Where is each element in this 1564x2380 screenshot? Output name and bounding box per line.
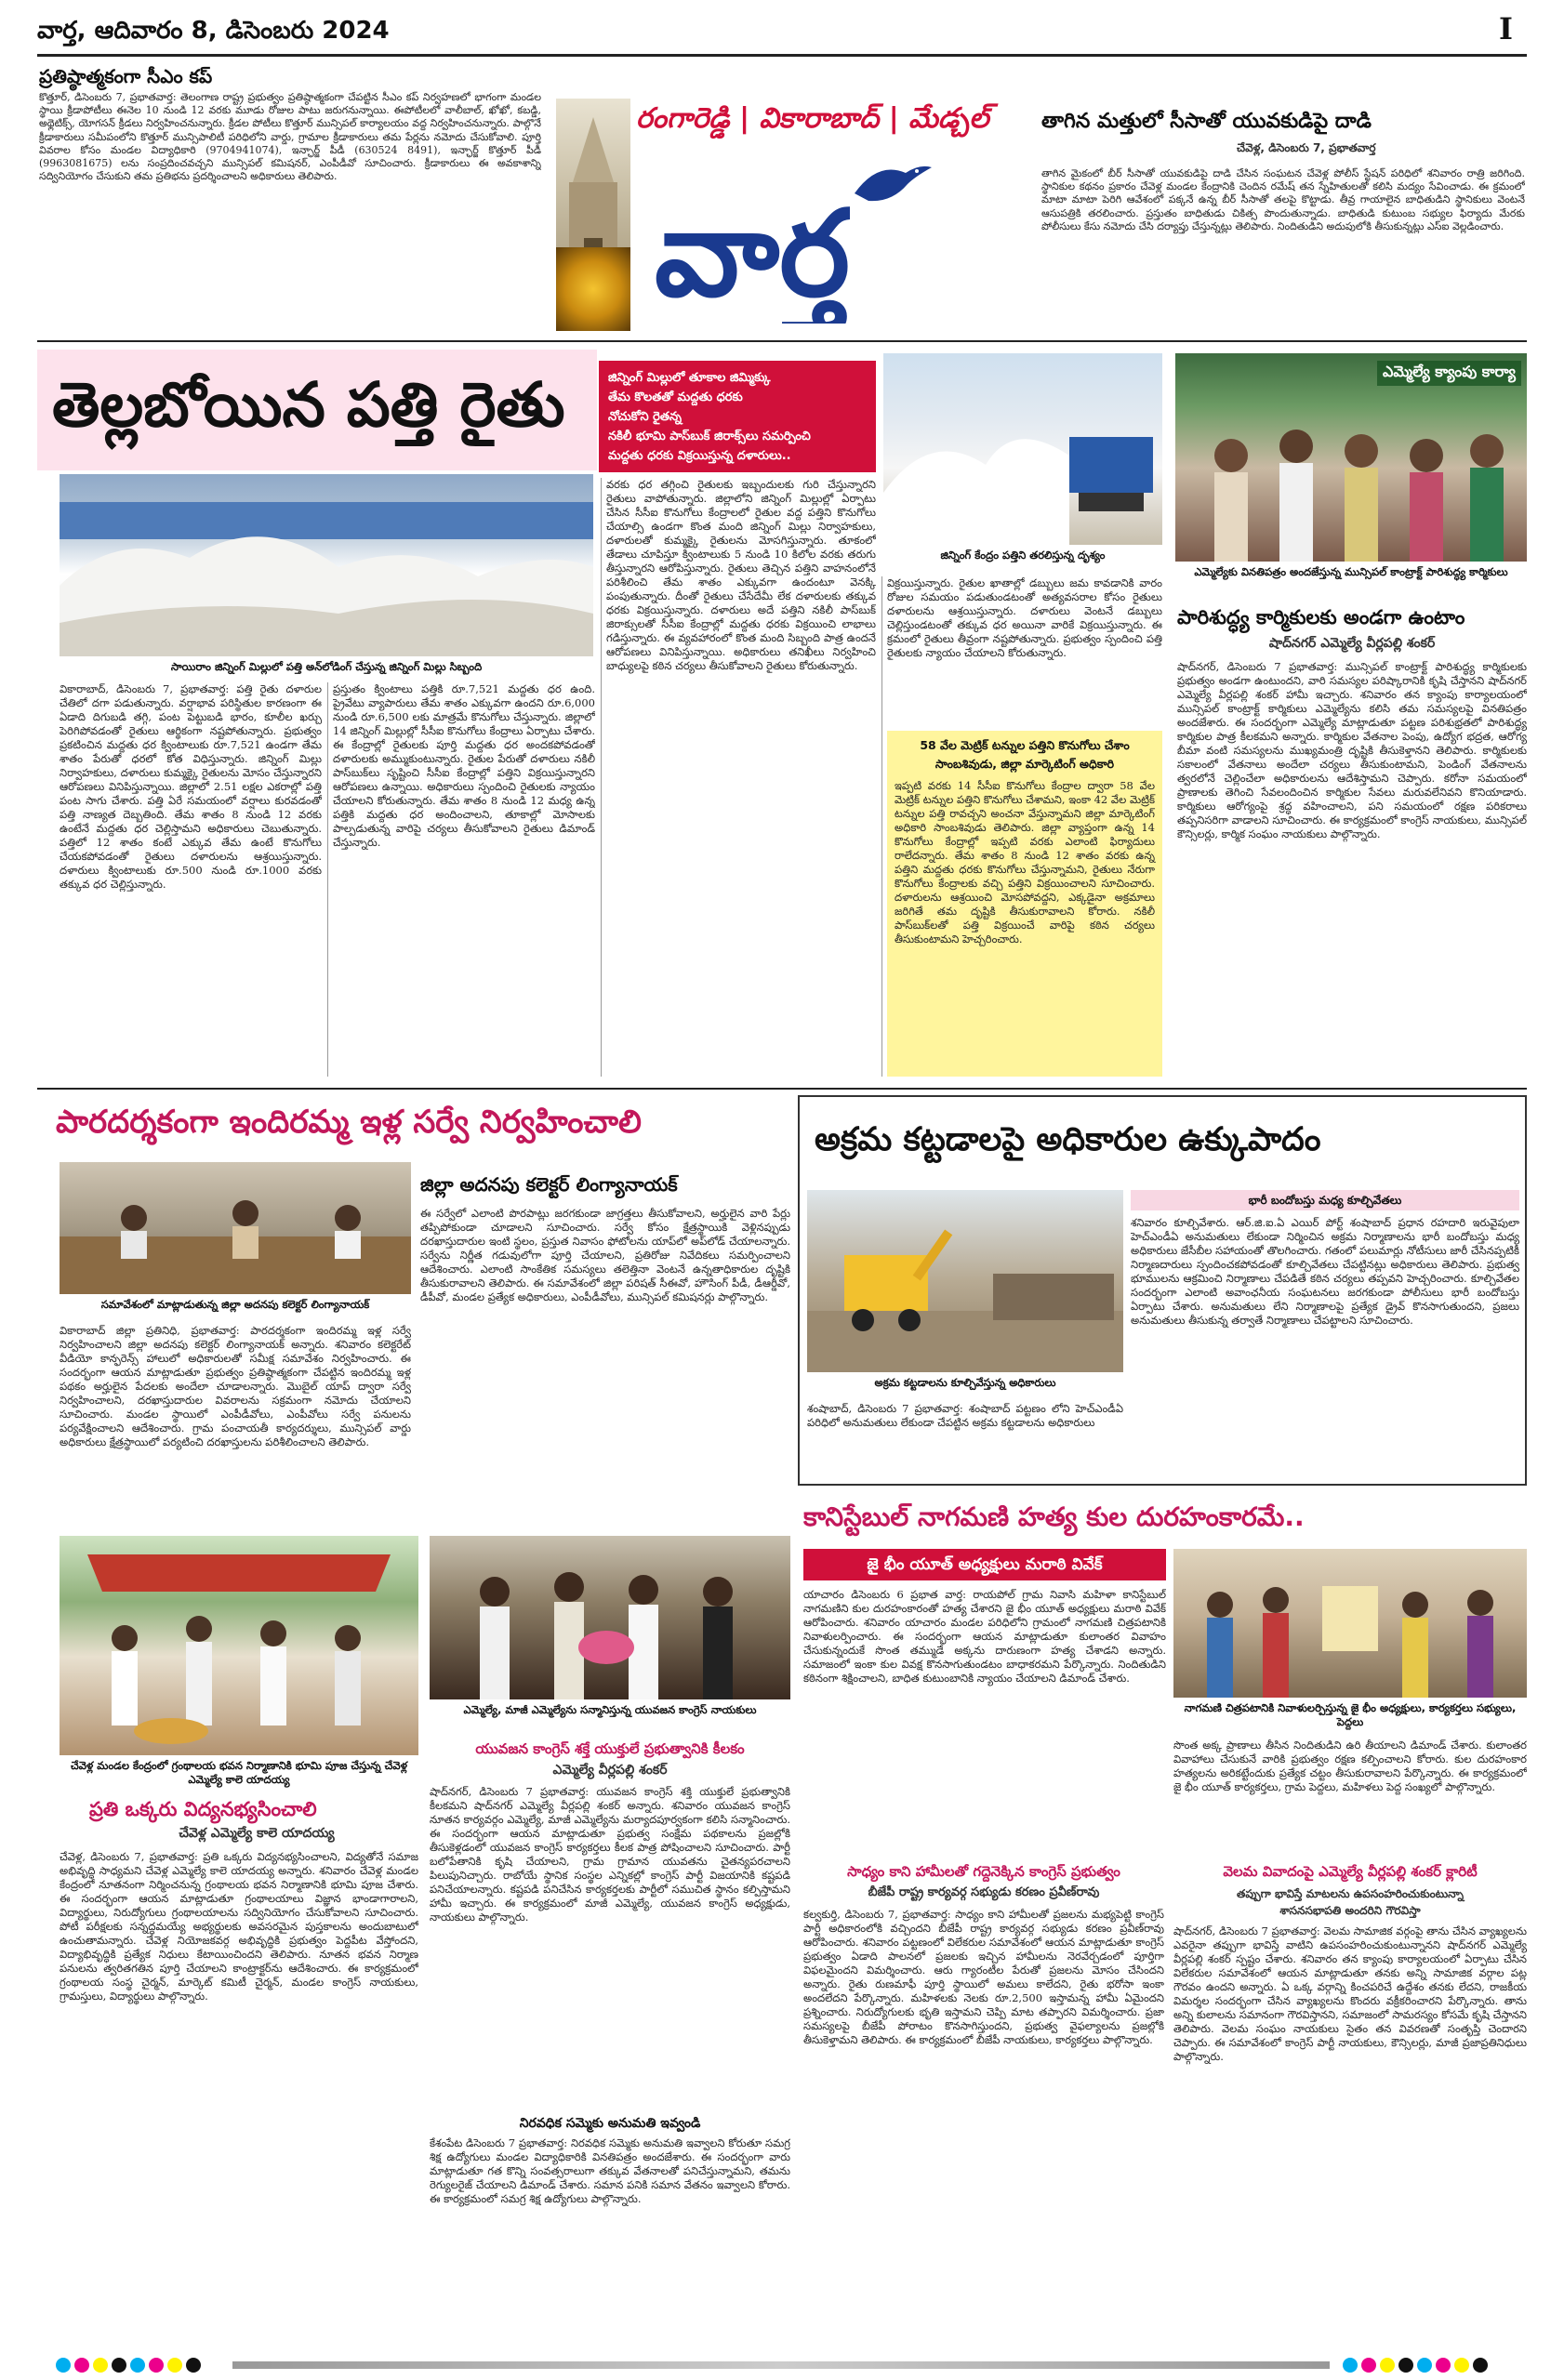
page-dateline: వార్త, ఆదివారం 8, డిసెంబరు 2024 (37, 17, 390, 45)
sanitation-photo-caption: ఎమ్మెల్యేకు వినతిపత్రం అందజేస్తున్న మున్సిపల్ కాంట్రాక్ట్ పారిశుద్ధ్య కార్మికులు (1194, 565, 1508, 578)
sanitation-photo-banner: ఎమ్మెల్యే క్యాంపు కార్యా (1377, 361, 1521, 386)
velama-headline: వెలమ వివాదంపై ఎమ్మెల్యే వీర్లపల్లి శంకర్ క్లారిటీ (1223, 1863, 1478, 1880)
youth-congress-body-2: కేశంపేట డిసెంబరు 7 ప్రభాతవార్త: నిరవధిక సమ్మెకు అనుమతి ఇవ్వాలని కోరుతూ సమగ్ర శిక్ష ఉద్యోగులు మండల విద్యాధికారికి వినతిపత్రం అందజేశారు. ఈ సందర్భంగా వారు మాట్లాడుతూ గత కొన్ని సంవత్సరాలుగా తక్కువ వేతనాలతో పనిచేస్తున్నామని, తమను రెగ్యులరైజ్ చేయాలని డిమాండ్ చేశారు. సమాన పనికి సమాన వేతనం ఇవ్వాలని కోరారు. ఈ కార్యక్రమంలో సమగ్ర శిక్ష ఉద్యోగులు పాల్గొన్నారు. (430, 2136, 790, 2205)
kale-subhead: చేవెళ్ల ఎమ్మెల్యే కాలె యాదయ్య (179, 1826, 335, 1841)
cotton-officer-body: ఇప్పటి వరకు 14 సీసీఐ కొనుగోలు కేంద్రాల ద్వారా 58 వేల మెట్రిక్ టన్నుల పత్తిని కొనుగోలు చేశామని, ఇంకా 42 వేల మెట్రిక్ టన్నుల పత్తి రావచ్చని అంచనా వేస్తున్నామని జిల్లా మార్కెటింగ్ అధికారి సాంబశివుడు తెలిపారు. జిల్లా వ్యాప్తంగా ఉన్న 14 కొనుగోలు కేంద్రాల్లో ఇప్పటి వరకు ఎలాంటి ఫిర్యాదులు రాలేదన్నారు. తేమ శాతం 8 నుండి 12 శాతం వరకు ఉన్న పత్తిని మద్దతు ధరకు కొనుగోలు చేస్తున్నామని, రైతులు నేరుగా కొనుగోలు కేంద్రాలకు వచ్చి పత్తిని విక్రయించాలని సూచించారు. దళారులను ఆశ్రయించి మోసపోవద్దని, ఎక్కడైనా అక్రమాలు జరిగితే తమ దృష్టికి తీసుకురావాలని కోరారు. నకిలీ పాస్‌బుక్‌లతో పత్తి విక్రయించే వారిపై కఠిన చర్యలు తీసుకుంటామని హెచ్చరించారు. (895, 779, 1155, 945)
indiramma-body-2: ఈ సర్వేలో ఎలాంటి పొరపాట్లు జరగకుండా జాగ్రత్తలు తీసుకోవాలని, అర్హులైన వారి పేర్లు తప్పిపోకుండా చూడాలని సూచించారు. సర్వే కోసం క్షేత్రస్థాయికి వెళ్లినప్పుడు దరఖాస్తుదారుల ఇంటి స్థలం, ప్రస్తుత నివాసం ఫోటోలను యాప్‌లో అప్‌లోడ్ చేయాలన్నారు. సర్వేను నిర్ణీత గడువులోగా పూర్తి చేయాలని, ప్రతిరోజు నివేదికలు సమర్పించాలని ఆదేశించారు. ఎలాంటి సాంకేతిక సమస్యలు తలెత్తినా వెంటనే ఉన్నతాధికారుల దృష్టికి తీసుకురావాలని తెలిపారు. ఈ సమావేశంలో జిల్లా పరిషత్ సీఈవో, హౌసింగ్ పీడీ, డీఆర్డీవో, డీపీవో, మండల ప్రత్యేక అధికారులు, ఎంపీడీవోలు, మున్సిపల్ కమిషనర్లు పాల్గొన్నారు. (420, 1207, 790, 1303)
registration-bar (232, 2361, 1330, 2369)
sanitation-headline: పారిశుద్ధ్య కార్మికులకు అండగా ఉంటాం (1177, 606, 1465, 628)
youth-congress-photo-caption: ఎమ్మెల్యే, మాజీ ఎమ్మెల్యేను సన్మానిస్తున్న యువజన కాంగ్రెస్ నాయకులు (463, 1703, 757, 1716)
indiramma-photo-caption: సమావేశంలో మాట్లాడుతున్న జిల్లా అదనపు కలెక్టర్ లింగ్యానాయక్ (100, 1298, 370, 1311)
demolition-photo-caption: అక్రమ కట్టడాలను కూల్చివేస్తున్న అధికారులు (874, 1376, 1056, 1389)
bjp-headline: సాధ్యం కాని హామీలతో గద్దెనెక్కిన కాంగ్రెస్ ప్రభుత్వం (847, 1863, 1120, 1880)
section-rule-1 (37, 340, 1527, 342)
kale-body: చేవెళ్ల, డిసెంబరు 7, ప్రభాతవార్త: ప్రతి ఒక్కరు విద్యనభ్యసించాలని, విద్యతోనే సమాజ అభివృద్ధి సాధ్యమని చేవెళ్ల ఎమ్మెల్యే కాలె యాదయ్య అన్నారు. శనివారం చేవెళ్ల మండల కేంద్రంలో నూతనంగా నిర్మించనున్న గ్రంథాలయ భవన నిర్మాణానికి భూమి పూజ చేశారు. ఈ సందర్భంగా ఆయన మాట్లాడుతూ గ్రంథాలయాలు విజ్ఞాన భాండాగారాలని, విద్యార్థులు, నిరుద్యోగులు గ్రంథాలయాలను సద్వినియోగం చేసుకోవాలని సూచించారు. పోటీ పరీక్షలకు సన్నద్ధమయ్యే అభ్యర్థులకు అవసరమైన పుస్తకాలను అందుబాటులో ఉంచుతామన్నారు. చేవెళ్ల నియోజకవర్గ అభివృద్ధికి ప్రభుత్వం పెద్దపీట వేస్తోందని, విద్యాభివృద్ధికి ప్రత్యేక నిధులు కేటాయించిందని తెలిపారు. నూతన భవన నిర్మాణ పనులను త్వరితగతిన పూర్తి చేయాలని కాంట్రాక్టర్‌ను ఆదేశించారు. ఈ కార్యక్రమంలో గ్రంథాలయ సంస్థ చైర్మన్, మార్కెట్ కమిటీ చైర్మన్, మండల కాంగ్రెస్ నాయకులు, గ్రామస్తులు, విద్యార్థులు పాల్గొన్నారు. (60, 1850, 418, 2003)
cotton-photo-2 (883, 353, 1162, 545)
youth-congress-sub2: నిరవధిక సమ్మెకు అనుమతి ఇవ్వండి (519, 2116, 701, 2131)
velama-subhead: తప్పుగా భావిస్తే మాటలను ఉపసంహరించుకుంటున్నా శాసనసభాపతి అందరిని గౌరవిస్తా (1237, 1887, 1464, 1917)
velama-body: షాద్‌నగర్, డిసెంబరు 7 ప్రభాతవార్త: వెలమ సామాజిక వర్గంపై తాను చేసిన వ్యాఖ్యలను ఎవరైనా తప్పుగా భావిస్తే వాటిని ఉపసంహరించుకుంటున్నానని షాద్‌నగర్ ఎమ్మెల్యే వీర్లపల్లి శంకర్ స్పష్టం చేశారు. శనివారం తన క్యాంపు కార్యాలయంలో ఏర్పాటు చేసిన విలేకరుల సమావేశంలో ఆయన మాట్లాడుతూ తనకు అన్ని సామాజిక వర్గాల పట్ల గౌరవం ఉందని అన్నారు. ఏ ఒక్క వర్గాన్ని కించపరిచే ఉద్దేశం తనకు లేదని, రాజకీయ విమర్శల సందర్భంగా చేసిన వ్యాఖ్యలను కొందరు వక్రీకరించారని పేర్కొన్నారు. తాను అన్ని కులాలను సమానంగా గౌరవిస్తానని, సమాజంలో సామరస్యం కోసమే కృషి చేస్తానని తెలిపారు. వెలమ సంఘం నాయకులు సైతం తన వివరణతో సంతృప్తి చెందారని చెప్పారు. ఈ సమావేశంలో కాంగ్రెస్ పార్టీ నాయకులు, కౌన్సిలర్లు, మాజీ ప్రజాప్రతినిధులు పాల్గొన్నారు. (1173, 1924, 1527, 2063)
sanitation-body: షాద్‌నగర్, డిసెంబరు 7 ప్రభాతవార్త: మున్సిపల్ కాంట్రాక్ట్ పారిశుద్ధ్య కార్మికులకు ప్రభుత్వం అండగా ఉంటుందని, వారి సమస్యల పరిష్కారానికి కృషి చేస్తానని షాద్‌నగర్ ఎమ్మెల్యే వీర్లపల్లి శంకర్ హామీ ఇచ్చారు. శనివారం తన క్యాంపు కార్యాలయంలో మున్సిపల్ కాంట్రాక్ట్ కార్మికులు ఎమ్మెల్యేను కలిసి తమ సమస్యలపై వినతిపత్రం అందజేశారు. ఈ సందర్భంగా ఎమ్మెల్యే మాట్లాడుతూ పట్టణ పరిశుభ్రతలో పారిశుద్ధ్య కార్మికుల పాత్ర కీలకమని అన్నారు. కార్మికుల వేతనాల పెంపు, ఉద్యోగ భద్రత, ఆరోగ్య బీమా వంటి సమస్యలను ముఖ్యమంత్రి దృష్టికి తీసుకెళ్తానని తెలిపారు. కార్మికులకు సకాలంలో వేతనాలు అందేలా చర్యలు తీసుకుంటామని, పెండింగ్ వేతనాలను త్వరలోనే చెల్లించేలా అధికారులను ఆదేశిస్తామని చెప్పారు. కరోనా సమయంలో ప్రాణాలకు తెగించి సేవలందించిన కార్మికుల సేవలు మరువలేనివని కొనియాడారు. కార్మికులు ఆరోగ్యంపై శ్రద్ధ వహించాలని, పని సమయంలో రక్షణ పరికరాలు తప్పనిసరిగా వాడాలని సూచించారు. ఈ కార్యక్రమంలో కాంగ్రెస్ నాయకులు, మున్సిపల్ కౌన్సిలర్లు, కార్మిక సంఘం నాయకులు పాల్గొన్నారు. (1177, 660, 1527, 840)
cm-cup-body: కొత్తూర్, డిసెంబరు 7, ప్రభాతవార్త: తెలంగాణ రాష్ట్ర ప్రభుత్వం ప్రతిష్ఠాత్మకంగా చేపట్టిన సీఎం కప్ నిర్వహణలో భాగంగా మండల స్థాయి క్రీడాపోటీలు ఈనెల 10 నుండి 12 వరకు మూడు రోజుల పాటు జరుగనున్నాయి. ఈపోటీలలో వాలీబాల్, ఖోఖో, కబడ్డి, అథ్లెటిక్స్, యోగసన్ క్రీడలు నిర్వహించనున్నారు. క్రీడల పోటీలు కొత్తూర్ మున్సిపల్ కార్యాలయం వద్ద నిర్వహించనున్నారు. పాల్గొనే క్రీడాకారులు సమీపంలోని కొత్తూర్ మున్సిపాలిటీ పరిధిలోని వార్డు, గ్రామాల క్రీడాకారులు తమ పేర్లను నమోదు చేసుకోవాలి. పూర్తి వివరాల కోసం మండల విద్యాధికారి (9704941074), ఇన్ఛార్జ్ పీడీ (630524 8491), ఇన్ఛార్జ్ కొత్తూర్ పీడీ (9963081675) లను సంప్రదించవచ్చని మున్సిపల్ కమిషనర్, ఎంపీడీవో సూచించారు. క్రీడాకారులు ఈ అవకాశాన్ని సద్వినియోగం చేసుకుని తమ ప్రతిభను ప్రదర్శించాలని అధికారులు తెలిపారు. (39, 91, 541, 183)
districts-text: రంగారెడ్డి | వికారాబాద్ | మేడ్చల్ (636, 102, 989, 135)
constable-subhead-box (803, 1549, 1166, 1580)
constable-subhead: జై భీం యూత్ అధ్యక్షులు మరాఠి వివేక్ (867, 1555, 1103, 1574)
constable-body-1: యాచారం డిసెంబరు 6 ప్రభాత వార్త: రాయపోల్ గ్రామ నివాసి మహిళా కానిస్టేబుల్ నాగమణిని కుల దురహంకారంతో హత్య చేశారని జై భీం యూత్ అధ్యక్షులు మరాఠి వివేక్ ఆరోపించారు. శనివారం యాచారం మండల పరిధిలోని గ్రామంలో నాగమణి చిత్రపటానికి నివాళులర్పించారు. ఈ సందర్భంగా ఆయన మాట్లాడుతూ కులాంతర వివాహం చేసుకున్నందుకే సొంత తమ్ముడే అక్కను దారుణంగా హత్య చేశాడని అన్నారు. సమాజంలో ఇంకా కుల వివక్ష కొనసాగుతుండటం బాధాకరమని పేర్కొన్నారు. నిందితుడిని కఠినంగా శిక్షించాలని, బాధిత కుటుంబానికి న్యాయం చేయాలని డిమాండ్ చేశారు. (803, 1588, 1166, 1685)
youth-congress-photo (430, 1536, 790, 1699)
cotton-col-divider-2 (601, 478, 602, 1077)
constable-body-2: సొంత అక్క ప్రాణాలు తీసిన నిందితుడిని ఉరి తీయాలని డిమాండ్ చేశారు. కులాంతర వివాహాలు చేసుకునే వారికి ప్రభుత్వం రక్షణ కల్పించాలని కోరారు. కుల దురహంకార హత్యలను అరికట్టేందుకు ప్రత్యేక చట్టం తీసుకురావాలని పేర్కొన్నారు. ఈ కార్యక్రమంలో జై భీం యూత్ కార్యకర్తలు, గ్రామ పెద్దలు, మహిళలు పెద్ద సంఖ్యలో పాల్గొన్నారు. (1173, 1739, 1527, 1793)
cotton-col-divider-1 (327, 682, 328, 1077)
demolition-subhead-box (1131, 1190, 1519, 1210)
constable-photo (1173, 1549, 1527, 1698)
sisa-headline: తాగిన మత్తులో సీసాతో యువకుడిపై దాడి (1041, 110, 1372, 133)
cotton-body-col1: వికారాబాద్, డిసెంబరు 7, ప్రభాతవార్త: పత్తి రైతు దళారుల చేతిలో దగా పడుతున్నారు. వర్షాభావ పరిస్థితుల కారణంగా ఈ ఏడాది దిగుబడి తగ్గి, పంట పెట్టుబడి భారం, కూలీల ఖర్చు పెరిగిపోవడంతో రైతులు ఆర్థికంగా నష్టపోతున్నారు. ప్రభుత్వం ప్రకటించిన మద్దతు ధర క్వింటాలుకు రూ.7,521 ఉండగా తేమ శాతం పేరుతో ధరలో కోత విధిస్తున్నారు. జిన్నింగ్ మిల్లు నిర్వాహకులు, దళారులు కుమ్మక్కై రైతులను మోసం చేస్తున్నారని ఆరోపణలు వినిపిస్తున్నాయి. జిల్లాలో 2.51 లక్షల ఎకరాల్లో పత్తి పంట సాగు చేశారు. పత్తి ఏరే సమయంలో వర్షాలు కురవడంతో పత్తి నాణ్యత దెబ్బతింది. తేమ శాతం 8 నుండి 12 వరకు ఉంటేనే మద్దతు ధర చెల్లిస్తామని అధికారులు చెబుతున్నారు. పత్తిలో 12 శాతం కంటే ఎక్కువ తేమ ఉంటే కొనుగోలు చేయకపోవడంతో రైతులు దళారులను ఆశ్రయిస్తున్నారు. దళారులు క్వింటాలుకు రూ.500 నుండి రూ.1000 వరకు తక్కువ ధర చెల్లిస్తున్నారు. (60, 682, 322, 891)
edition-logo-block (556, 99, 1030, 331)
logo-area (636, 147, 1030, 331)
cotton-headline: తెల్లబోయిన పత్తి రైతు (52, 369, 565, 441)
indiramma-body-1: వికారాబాద్ జిల్లా ప్రతినిధి, ప్రభాతవార్త: పారదర్శకంగా ఇందిరమ్మ ఇళ్ల సర్వే నిర్వహించాలని జిల్లా అదనపు కలెక్టర్ లింగ్యానాయక్ అన్నారు. శనివారం కలెక్టరేట్ వీడియో కాన్ఫరెన్స్ హాలులో అధికారులతో సమీక్ష సమావేశం నిర్వహించారు. ఈ సందర్భంగా ఆయన మాట్లాడుతూ ప్రభుత్వం ప్రతిష్ఠాత్మకంగా చేపట్టిన ఇందిరమ్మ ఇళ్ల పథకం అర్హులైన పేదలకు అందేలా చూడాలన్నారు. మొబైల్ యాప్ ద్వారా సర్వే నిర్వహించాలని, దరఖాస్తుదారుల వివరాలను సక్రమంగా నమోదు చేయాలని సూచించారు. మండల స్థాయిలో ఎంపీడీవోలు, ఎంపీవోలు సర్వే పనులను పర్యవేక్షించాలని ఆదేశించారు. గ్రామ పంచాయతీ కార్యదర్శులు, మున్సిపల్ వార్డు అధికారులు క్షేత్రస్థాయిలో పర్యటించి దరఖాస్తులను పరిశీలించాలని తెలిపారు. (60, 1324, 411, 1448)
cotton-body-col3: వరకు ధర తగ్గించి రైతులకు ఇబ్బందులకు గురి చేస్తున్నారని రైతులు వాపోతున్నారు. జిల్లాలోని జిన్నింగ్ మిల్లుల్లో ఏర్పాటు చేసిన సీసీఐ కొనుగోలు కేంద్రాలలో రైతుల వద్ద పత్తిని కొనుగోలు చేయాల్సి ఉండగా కొంత మంది జిన్నింగ్ మిల్లు నిర్వాహకులు, దళారులతో కుమ్మక్కై రైతులను మోసగిస్తున్నారు. తూకంలో తేడాలు చూపిస్తూ క్వింటాలుకు 5 నుండి 10 కిలోల వరకు తరుగు తీస్తున్నారని ఆరోపిస్తున్నారు. రైతులు తెచ్చిన పత్తిని వాహనంలోనే పరిశీలించి తేమ శాతం ఎక్కువగా ఉందంటూ వెనక్కి పంపుతున్నారు. దీంతో రైతులు చేసేదేమీ లేక దళారులకు తక్కువ ధరకు విక్రయిస్తున్నారు. దళారులు అదే పత్తిని నకిలీ పాస్‌బుక్ జిరాక్సులతో సీసీఐ కేంద్రాల్లో మద్దతు ధరకు విక్రయించి లాభాలు గడిస్తున్నారు. ఈ వ్యవహారంలో కొంత మంది సిబ్బంది పాత్ర ఉందనే ఆరోపణలు వినిపిస్తున్నాయి. అధికారులు తనిఖీలు నిర్వహించి బాధ్యులపై కఠిన చర్యలు తీసుకోవాలని రైతులు కోరుతున్నారు. (606, 478, 876, 672)
demolition-body-bottom: శంషాబాద్, డిసెంబరు 7 ప్రభాతవార్త: శంషాబాద్ పట్టణం లోని హెచ్‌ఎండీఏ పరిధిలో అనుమతులు లేకుండా చేపట్టిన అక్రమ కట్టడాలను అధికారులు (807, 1402, 1123, 1429)
page-number: I (1499, 11, 1513, 46)
sanitation-subhead: షాద్‌నగర్ ఎమ్మెల్యే వీర్లపల్లి శంకర్ (1268, 636, 1436, 651)
cotton-body-col4: విక్రయిస్తున్నారు. రైతుల ఖాతాల్లో డబ్బులు జమ కావడానికి వారం రోజుల సమయం పడుతుండటంతో అత్యవసరాల కోసం రైతులు దళారులను ఆశ్రయిస్తున్నారు. దళారులు వెంటనే డబ్బులు చెల్లిస్తుండటంతో తక్కువ ధర అయినా వారికే విక్రయిస్తున్నారు. ఈ క్రమంలో రైతులు తీవ్రంగా నష్టపోతున్నారు. ప్రభుత్వం స్పందించి పత్తి రైతులకు న్యాయం చేయాలని కోరుతున్నారు. (887, 576, 1162, 659)
kale-headline: ప్రతి ఒక్కరు విద్యనభ్యసించాలి (89, 1798, 317, 1820)
kale-photo-caption: చేవెళ్ల మండల కేంద్రంలో గ్రంథాలయ భవన నిర్మాణానికి భూమి పూజ చేస్తున్న చేవెళ్ల ఎమ్మెల్యే కాలె యాదయ్య (70, 1759, 408, 1786)
deity-image (556, 247, 630, 331)
districts-banner (636, 99, 1030, 143)
cotton-photo-2-caption: జిన్నింగ్ కేంద్రం పత్తిని తరలిస్తున్న దృశ్యం (940, 549, 1106, 562)
sisa-body: తాగిన మైకంలో బీర్ సీసాతో యువకుడిపై దాడి చేసిన సంఘటన చేవెళ్ల పోలీస్ స్టేషన్ పరిధిలో శనివారం రాత్రి జరిగింది. స్థానికుల కథనం ప్రకారం చేవెళ్ల మండల కేంద్రానికి చెందిన రమేష్ తన స్నేహితులతో కలిసి మద్యం సేవించాడు. ఈ క్రమంలో మాటా మాటా పెరిగి ఆవేశంలో పక్కనే ఉన్న బీర్ సీసాతో తలపై కొట్టాడు. తీవ్ర గాయాలైన బాధితుడిని స్థానికులు వెంటనే ఆసుపత్రికి తరలించారు. ప్రస్తుతం బాధితుడు చికిత్స పొందుతున్నాడు. బాధితుడి కుటుంబ సభ్యుల ఫిర్యాదు మేరకు పోలీసులు కేసు నమోదు చేసి దర్యాప్తు చేస్తున్నట్లు తెలిపారు. నిందితుడిని అదుపులోకి తీసుకున్నట్లు ఎస్ఐ వెల్లడించారు. (1041, 167, 1525, 232)
section-rule-2 (37, 1088, 1527, 1090)
demolition-photo (807, 1190, 1123, 1372)
indiramma-subhead: జిల్లా అదనపు కలెక్టర్ లింగ్యానాయక్ (420, 1173, 678, 1196)
cotton-officer-box (887, 731, 1162, 1077)
cotton-officer-headline: 58 వేల మెట్రిక్ టన్నుల పత్తిని కొనుగోలు చేశాం సాంబశివుడు, జిల్లా మార్కెటింగ్ అధికారి (920, 738, 1130, 771)
masthead-rule (37, 54, 1527, 57)
cotton-photo-1 (60, 474, 593, 656)
cotton-body-col2: ప్రస్తుతం క్వింటాలు పత్తికి రూ.7,521 మద్దతు ధర ఉంది. ప్రైవేటు వ్యాపారులు తేమ శాతం ఎక్కువగా ఉందని రూ.6,000 నుండి రూ.6,500 లకు మాత్రమే కొనుగోలు చేస్తున్నారు. జిల్లాలో 14 జిన్నింగ్ మిల్లుల్లో సీసీఐ కొనుగోలు కేంద్రాలు ఏర్పాటు చేశారు. ఈ కేంద్రాల్లో రైతులకు పూర్తి మద్దతు ధర అందకపోవడంతో దళారులకు అమ్ముకుంటున్నారు. రైతుల పేరుతో దళారులు నకిలీ పాస్‌బుక్‌లు సృష్టించి సీసీఐ కేంద్రాల్లో పత్తిని విక్రయిస్తున్నారని ఆరోపణలు ఉన్నాయి. అధికారులు స్పందించి రైతులకు న్యాయం చేయాలని కోరుతున్నారు. తేమ శాతం 8 నుండి 12 మధ్య ఉన్న పత్తికి మద్దతు ధర అందించాలని, తూకాల్లో మోసాలకు పాల్పడుతున్న వారిపై చర్యలు తీసుకోవాలని రైతులు డిమాండ్ చేస్తున్నారు. (333, 682, 595, 849)
constable-photo-caption: నాగమణి చిత్రపటానికి నివాళులర్పిస్తున్న జై భీం అధ్యక్షులు, కార్యకర్తలు సభ్యులు, పెద్దలు (1184, 1701, 1517, 1728)
demolition-headline: అక్రమ కట్టడాలపై అధికారుల ఉక్కుపాదం (815, 1121, 1321, 1158)
cotton-col-divider-3 (881, 576, 882, 1077)
cotton-photo-1-caption: సాయిరాం జిన్నింగ్ మిల్లులో పత్తి అన్‌లోడింగ్ చేస్తున్న జిన్నింగ్ మిల్లు సిబ్బంది (170, 660, 483, 673)
youth-congress-body: షాద్‌నగర్, డిసెంబరు 7 ప్రభాతవార్త: యువజన కాంగ్రెస్ శక్తి యుక్తులే ప్రభుత్వానికి కీలకమని షాద్‌నగర్ ఎమ్మెల్యే వీర్లపల్లి శంకర్ అన్నారు. శనివారం యువజన కాంగ్రెస్ నూతన కార్యవర్గం ఎమ్మెల్యే, మాజీ ఎమ్మెల్యేను మర్యాదపూర్వకంగా కలిసి సన్మానించారు. ఈ సందర్భంగా ఆయన మాట్లాడుతూ ప్రభుత్వ సంక్షేమ పథకాలను ప్రజల్లోకి తీసుకెళ్లడంలో యువజన కాంగ్రెస్ కార్యకర్తలు కీలక పాత్ర పోషించాలని సూచించారు. పార్టీ బలోపేతానికి కృషి చేయాలని, గ్రామ గ్రామాన యువతను చైతన్యపరచాలని పిలుపునిచ్చారు. రాబోయే స్థానిక సంస్థల ఎన్నికల్లో కాంగ్రెస్ పార్టీ విజయానికి కష్టపడి పనిచేయాలన్నారు. కష్టపడి పనిచేసిన కార్యకర్తలకు పార్టీలో సముచిత స్థానం కల్పిస్తామని హామీ ఇచ్చారు. ఈ కార్యక్రమంలో మాజీ ఎమ్మెల్యే, యువజన కాంగ్రెస్ అధ్యక్షుడు, నాయకులు పాల్గొన్నారు. (430, 1785, 790, 1924)
bjp-body: కల్వకుర్తి, డిసెంబరు 7, ప్రభాతవార్త: సాధ్యం కాని హామీలతో ప్రజలను మభ్యపెట్టి కాంగ్రెస్ పార్టీ అధికారంలోకి వచ్చిందని బీజేపీ రాష్ట్ర కార్యవర్గ సభ్యుడు కరణం ప్రవీణ్‌రావు ఆరోపించారు. శనివారం పట్టణంలో విలేకరుల సమావేశంలో ఆయన మాట్లాడుతూ కాంగ్రెస్ ప్రభుత్వం ఏడాది పాలనలో ప్రజలకు ఇచ్చిన హామీలను నెరవేర్చడంలో పూర్తిగా విఫలమైందని విమర్శించారు. ఆరు గ్యారంటీల పేరుతో ప్రజలను మోసం చేసిందని అన్నారు. రైతు రుణమాఫీ పూర్తి స్థాయిలో అమలు కాలేదని, రైతు భరోసా ఇంకా అందలేదని పేర్కొన్నారు. మహిళలకు నెలకు రూ.2,500 ఇస్తామన్న హామీ ఏమైందని ప్రశ్నించారు. నిరుద్యోగులకు భృతి ఇస్తామని చెప్పి మాట తప్పారని విమర్శించారు. ప్రజా సమస్యలపై బీజేపీ పోరాటం కొనసాగిస్తుందని, ప్రభుత్వ వైఫల్యాలను ప్రజల్లోకి తీసుకెళ్తామని తెలిపారు. ఈ కార్యక్రమంలో బీజేపీ నాయకులు, కార్యకర్తలు పాల్గొన్నారు. (803, 1908, 1164, 2046)
registration-strip-left (56, 2358, 223, 2373)
indiramma-headline: పారదర్శకంగా ఇందిరమ్మ ఇళ్ల సర్వే నిర్వహించాలి (56, 1104, 642, 1141)
demolition-body-side: శనివారం కూల్చివేశారు. ఆర్.జి.ఐ.ఏ ఎయిర్ పోర్ట్ శంషాబాద్ ప్రధాన రహదారి ఇరువైపులా హెచ్ఎండీఏ అనుమతులు లేకుండా నిర్మించిన అక్రమ నిర్మాణాలను భారీ బందోబస్తు మధ్య అధికారులు జేసీబీల సహాయంతో తొలగించారు. గతంలో పలుమార్లు నోటీసులు జారీ చేసినప్పటికీ నిర్మాణదారులు స్పందించకపోవడంతో కూల్చివేతలు చేపట్టినట్లు అధికారులు తెలిపారు. ప్రభుత్వ భూములను ఆక్రమించి నిర్మాణాలు చేపడితే కఠిన చర్యలు తప్పవని హెచ్చరించారు. కూల్చివేతల సందర్భంగా ఎలాంటి అవాంఛనీయ సంఘటనలు జరగకుండా పోలీసులు భారీ బందోబస్తు ఏర్పాటు చేశారు. అనుమతులు లేని నిర్మాణాలపై ప్రత్యేక డ్రైవ్ కొనసాగుతుందని, ప్రజలు అనుమతులు తీసుకున్న తర్వాతే నిర్మాణాలు చేపట్టాలని సూచించారు. (1131, 1216, 1519, 1327)
cotton-kicker-box (599, 361, 876, 472)
constable-headline: కానిస్టేబుల్ నాగమణి హత్య కుల దురహంకారమే.. (803, 1501, 1305, 1532)
cm-cup-headline: ప్రతిష్ఠాత్మకంగా సీఎం కప్ (39, 65, 213, 87)
cotton-kicker: జిన్నింగ్ మిల్లులో తూకాల జిమ్మిక్కు తేమ కొలతతో మద్దతు ధరకు నోచుకోని రైతన్న నకిలీ భూమి పాస్‌బుక్ జిరాక్స్‌లు సమర్పించి మద్దతు ధరకు విక్రయిస్తున్న దళారులు.. (608, 371, 811, 463)
indiramma-photo (60, 1162, 411, 1294)
sanitation-photo (1175, 353, 1527, 562)
bjp-subhead: బీజేపీ రాష్ట్ర కార్యవర్గ సభ్యుడు కరణం ప్రవీణ్‌రావు (868, 1885, 1100, 1899)
dove-icon (850, 156, 934, 212)
kale-photo (60, 1536, 418, 1755)
youth-congress-headline: యువజన కాంగ్రెస్ శక్తే యుక్తులే ప్రభుత్వానికి కీలకం (475, 1740, 745, 1757)
youth-congress-subhead: ఎమ్మెల్యే వీర్లపల్లి శంకర్ (552, 1763, 668, 1778)
sisa-dateline: చేవెళ్ల, డిసెంబరు 7, ప్రభాతవార్త (1237, 141, 1376, 154)
demolition-subhead: భారీ బందోబస్తు మధ్య కూల్చివేతలు (1248, 1194, 1402, 1207)
registration-strip-right (1343, 2358, 1510, 2373)
newspaper-logo: వార్త (655, 184, 851, 324)
